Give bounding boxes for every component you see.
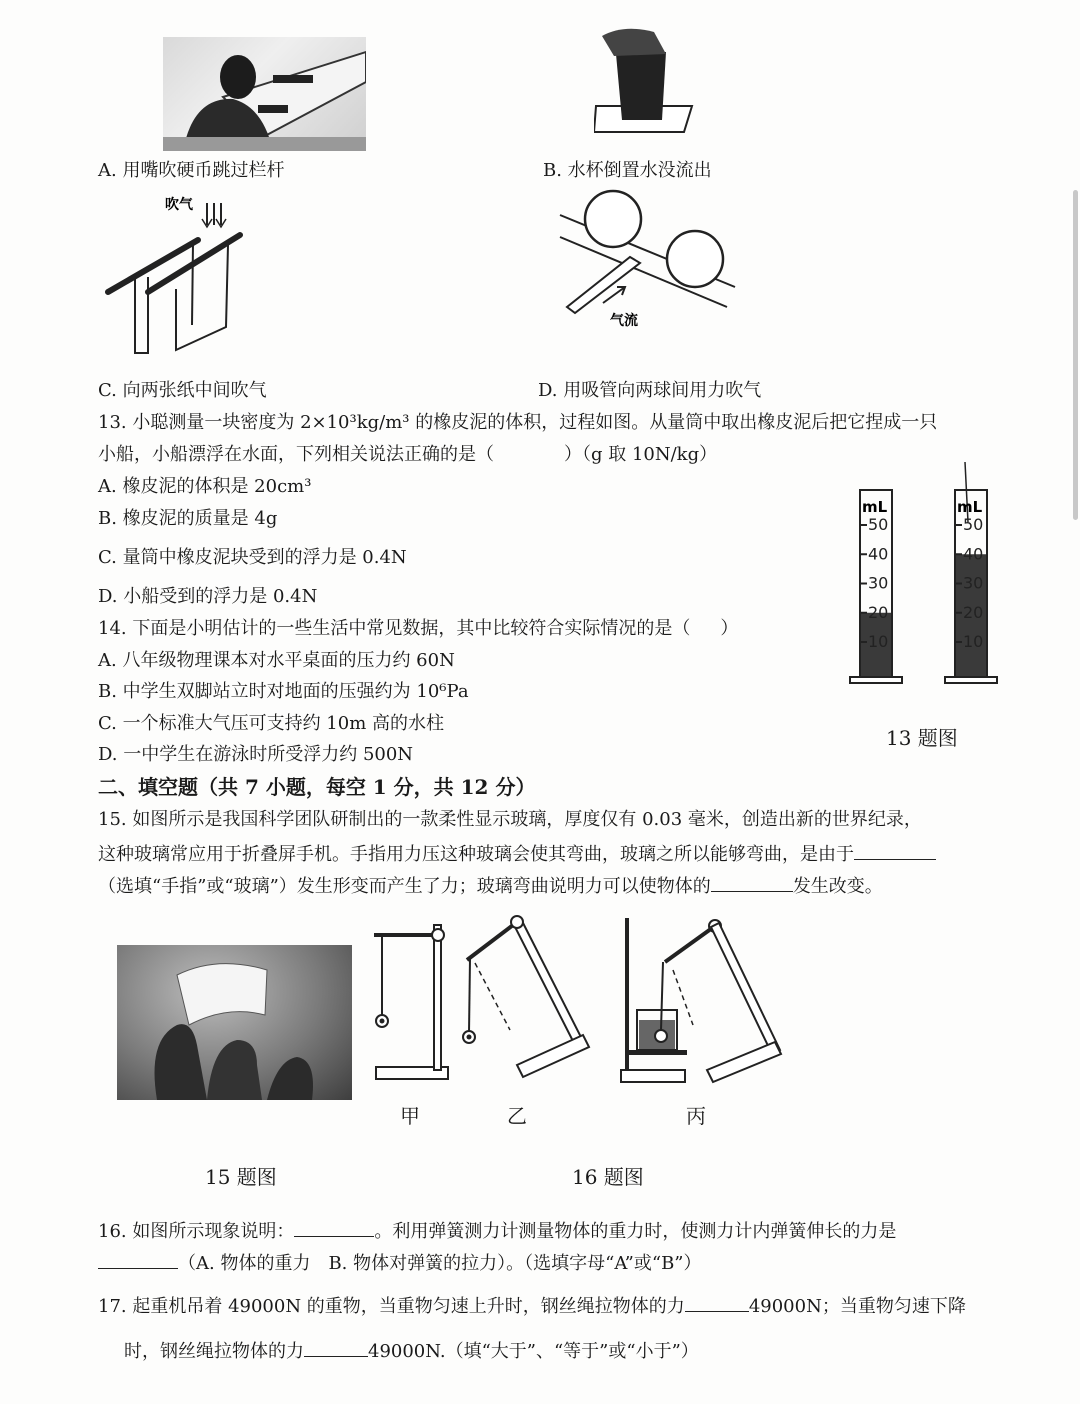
q16-blank-2[interactable]: [98, 1250, 178, 1269]
q13-option-b: B. 橡皮泥的质量是 4g: [98, 508, 278, 529]
two-balls-diagram: [555, 195, 745, 335]
q15-line2-text: 这种玻璃常应用于折叠屏手机。手指用力压这种玻璃会使其弯曲，玻璃之所以能够弯曲，是由于: [98, 844, 854, 865]
q13-stem-line2: [98, 444, 717, 466]
q15-figure-caption: 15 题图: [205, 1165, 277, 1189]
blow-label: 吹气: [165, 197, 193, 213]
flexible-glass-illustration: [117, 945, 352, 1100]
page-scrollbar[interactable]: [1073, 190, 1078, 520]
q17-line2: [124, 1338, 699, 1363]
q13-option-a: A. 橡皮泥的体积是 20cm³: [98, 476, 312, 497]
inverted-cup-illustration: [594, 24, 694, 134]
cylinder-tick-label: 10: [868, 632, 889, 651]
q13-figure-caption: 13 题图: [886, 726, 958, 750]
fig16-label-bing: 丙: [686, 1104, 706, 1128]
q16-line2: [98, 1250, 702, 1275]
cylinder-tick-label: 30: [868, 573, 889, 593]
cylinder-tick-label: 10: [963, 632, 984, 651]
cylinder-tick-label: 30: [963, 573, 984, 593]
q13-stem-line1: 13. 小聪测量一块密度为 2×10³kg/m³ 的橡皮泥的体积，过程如图。从量筒中取出橡皮泥后把它捏成一只: [98, 412, 938, 433]
q17-line2a: 时，钢丝绳拉物体的力: [124, 1341, 304, 1362]
q12-option-b: B. 水杯倒置水没流出: [543, 160, 712, 181]
cylinder-tick-label: 20: [868, 602, 889, 622]
q15-line3a: （选填“手指”或“玻璃”）发生形变而产生了力；玻璃弯曲说明力可以使物体的: [98, 876, 711, 897]
q17-blank-1[interactable]: [685, 1293, 749, 1312]
q15-blank-1[interactable]: [854, 841, 936, 860]
q12-option-a: A. 用嘴吹硬币跳过栏杆: [98, 160, 285, 181]
cylinder2-unit: mL: [957, 498, 983, 516]
q14-option-b: B. 中学生双脚站立时对地面的压强约为 10⁶Pa: [98, 681, 469, 702]
q17-line1: [98, 1293, 966, 1318]
measuring-cylinders-figure: [840, 462, 1010, 687]
q17-line1b: 49000N；当重物匀速下降: [748, 1296, 966, 1317]
q16-line2-text: （A. 物体的重力 B. 物体对弹簧的拉力）。（选填字母“A”或“B”）: [178, 1253, 702, 1274]
q16-line1b: 。利用弹簧测力计测量物体的重力时，使测力计内弹簧伸长的力是: [374, 1221, 897, 1242]
q14-option-d: D. 一中学生在游泳时所受浮力约 500N: [98, 744, 414, 765]
cylinder-tick-label: 50: [963, 515, 984, 534]
fig16-label-jia: 甲: [400, 1104, 420, 1128]
q14-stem-tail: ）: [720, 618, 739, 639]
q14-option-a: A. 八年级物理课本对水平桌面的压力约 60N: [98, 650, 455, 671]
q14-option-c: C. 一个标准大气压可支持约 10m 高的水柱: [98, 713, 444, 734]
pendulum-beaker-bing: [615, 910, 795, 1090]
q16-blank-1[interactable]: [294, 1218, 374, 1237]
cylinder1-unit: mL: [862, 498, 888, 516]
fig16-label-yi: 乙: [507, 1104, 527, 1128]
inverted-cup-photo: [594, 24, 694, 134]
q12-option-d: D. 用吸管向两球间用力吹气: [538, 380, 762, 401]
airflow-label: 气流: [610, 313, 638, 329]
flexible-glass-photo: [117, 945, 352, 1100]
q13-stem-line2-head: 小船，小船漂浮在水面，下列相关说法正确的是（: [98, 444, 494, 465]
q15-line3: [98, 873, 883, 898]
q14-stem-head: 14. 下面是小明估计的一些生活中常见数据，其中比较符合实际情况的是（: [98, 618, 691, 639]
q16-line1a: 16. 如图所示现象说明：: [98, 1221, 295, 1242]
q17-blank-2[interactable]: [304, 1338, 368, 1357]
q16-figure-caption: 16 题图: [572, 1165, 644, 1189]
q17-line2b: 49000N.（填“大于”、“等于”或“小于”）: [368, 1341, 699, 1362]
q15-blank-2[interactable]: [711, 873, 793, 892]
q17-line1a: 17. 起重机吊着 49000N 的重物，当重物匀速上升时，钢丝绳拉物体的力: [98, 1296, 685, 1317]
q14-stem: [98, 618, 738, 640]
q15-line3b: 发生改变。: [792, 876, 883, 897]
cylinder-tick-label: 40: [963, 544, 984, 564]
coin-jump-photo: [163, 37, 366, 151]
cylinder-before: [850, 490, 902, 683]
cylinder-after: [945, 462, 997, 683]
q13-stem-line2-tail: ）（g 取 10N/kg）: [564, 444, 718, 465]
q13-option-d: D. 小船受到的浮力是 0.4N: [98, 586, 318, 607]
cylinder-tick-label: 40: [868, 544, 889, 564]
q12-option-c: C. 向两张纸中间吹气: [98, 380, 267, 401]
pendulum-stand-jia: [372, 915, 462, 1085]
q13-option-c: C. 量筒中橡皮泥块受到的浮力是 0.4N: [98, 547, 407, 568]
cylinder-tick-label: 20: [963, 602, 984, 622]
cylinder-tick-label: 50: [868, 515, 889, 534]
q15-line2: [98, 841, 936, 866]
section2-heading: 二、填空题（共 7 小题，每空 1 分，共 12 分）: [98, 775, 536, 799]
pendulum-stand-yi: [455, 905, 605, 1090]
coin-jump-illustration: [163, 37, 366, 151]
q16-line1: [98, 1218, 896, 1243]
q15-line1: 15. 如图所示是我国科学团队研制出的一款柔性显示玻璃，厚度仅有 0.03 毫米，创造出新的世界纪录，: [98, 809, 922, 830]
two-papers-diagram: [100, 195, 260, 365]
